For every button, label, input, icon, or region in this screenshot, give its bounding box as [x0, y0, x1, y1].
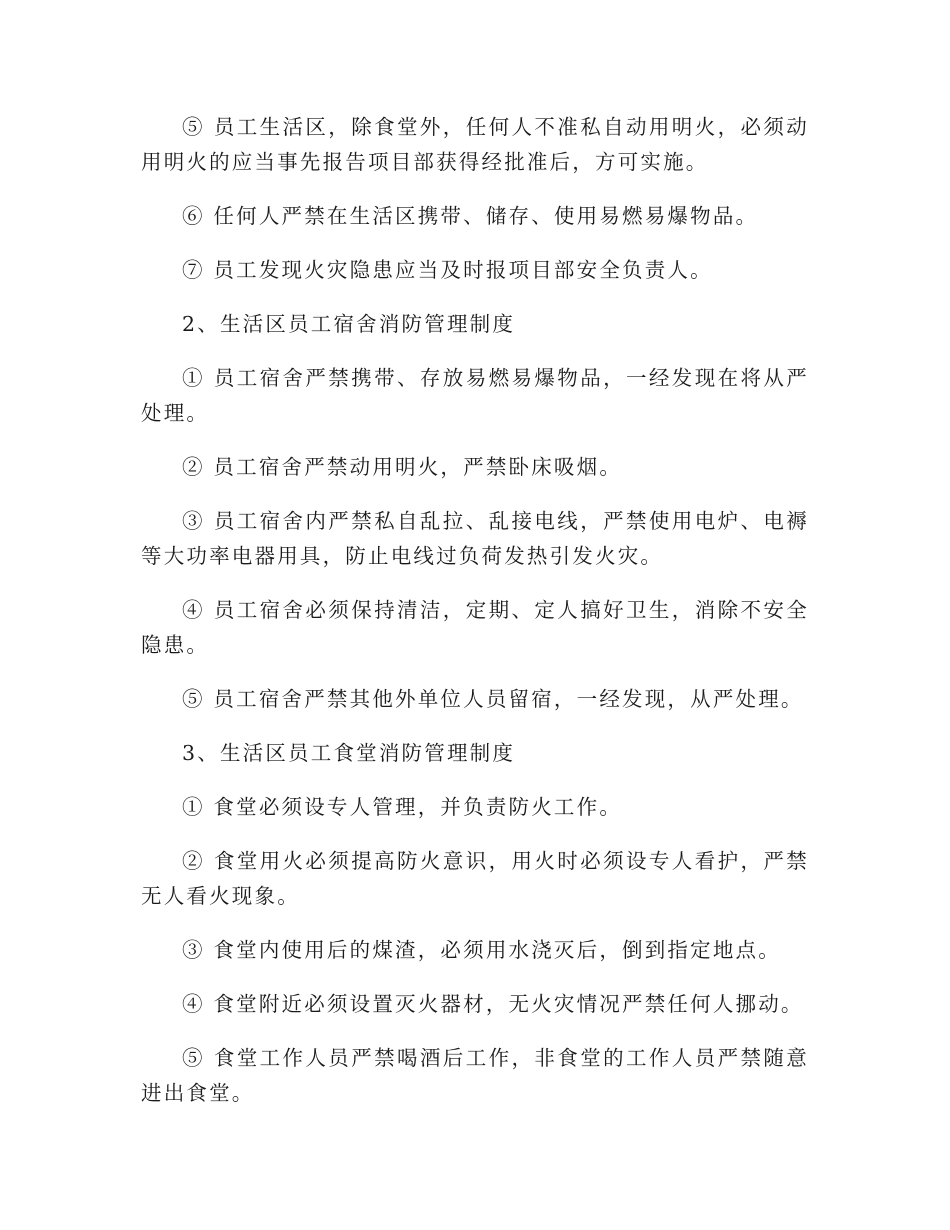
section-heading-dormitory: 2、生活区员工宿舍消防管理制度 — [182, 312, 516, 336]
paragraph-living-area-open-fire: ⑤ 员工生活区，除食堂外，任何人不准私自动用明火，必须动用明火的应当事先报告项目部获得经批准后，方可实施。 — [141, 115, 809, 174]
paragraph-dorm-guests: ⑤ 员工宿舍严禁其他外单位人员留宿，一经发现，从严处理。 — [182, 687, 804, 711]
section-heading-canteen: 3、生活区员工食堂消防管理制度 — [182, 741, 516, 765]
paragraph-canteen-staff-rules: ⑤ 食堂工作人员严禁喝酒后工作，非食堂的工作人员严禁随意进出食堂。 — [141, 1046, 809, 1105]
paragraph-canteen-management: ① 食堂必须设专人管理，并负责防火工作。 — [182, 795, 623, 819]
paragraph-canteen-cinders: ③ 食堂内使用后的煤渣，必须用水浇灭后，倒到指定地点。 — [182, 938, 781, 962]
paragraph-dorm-flammables: ① 员工宿舍严禁携带、存放易燃易爆物品，一经发现在将从严处理。 — [141, 366, 809, 425]
paragraph-dorm-smoking: ② 员工宿舍严禁动用明火，严禁卧床吸烟。 — [182, 455, 623, 479]
paragraph-dorm-wiring: ③ 员工宿舍内严禁私自乱拉、乱接电线，严禁使用电炉、电褥等大功率电器用具，防止电线过负荷发热引发火灾。 — [141, 509, 809, 568]
document-page — [141, 110, 809, 1111]
paragraph-canteen-fire-watch: ② 食堂用火必须提高防火意识，用火时必须设专人看护，严禁无人看火现象。 — [141, 849, 809, 908]
paragraph-dorm-cleanliness: ④ 员工宿舍必须保持清洁，定期、定人搞好卫生，消除不安全隐患。 — [141, 598, 809, 657]
paragraph-flammable-items-ban: ⑥ 任何人严禁在生活区携带、储存、使用易燃易爆物品。 — [182, 204, 759, 228]
paragraph-canteen-extinguishers: ④ 食堂附近必须设置灭火器材，无火灾情况严禁任何人挪动。 — [182, 992, 804, 1016]
paragraph-report-fire-hazard: ⑦ 员工发现火灾隐患应当及时报项目部安全负责人。 — [182, 258, 713, 282]
